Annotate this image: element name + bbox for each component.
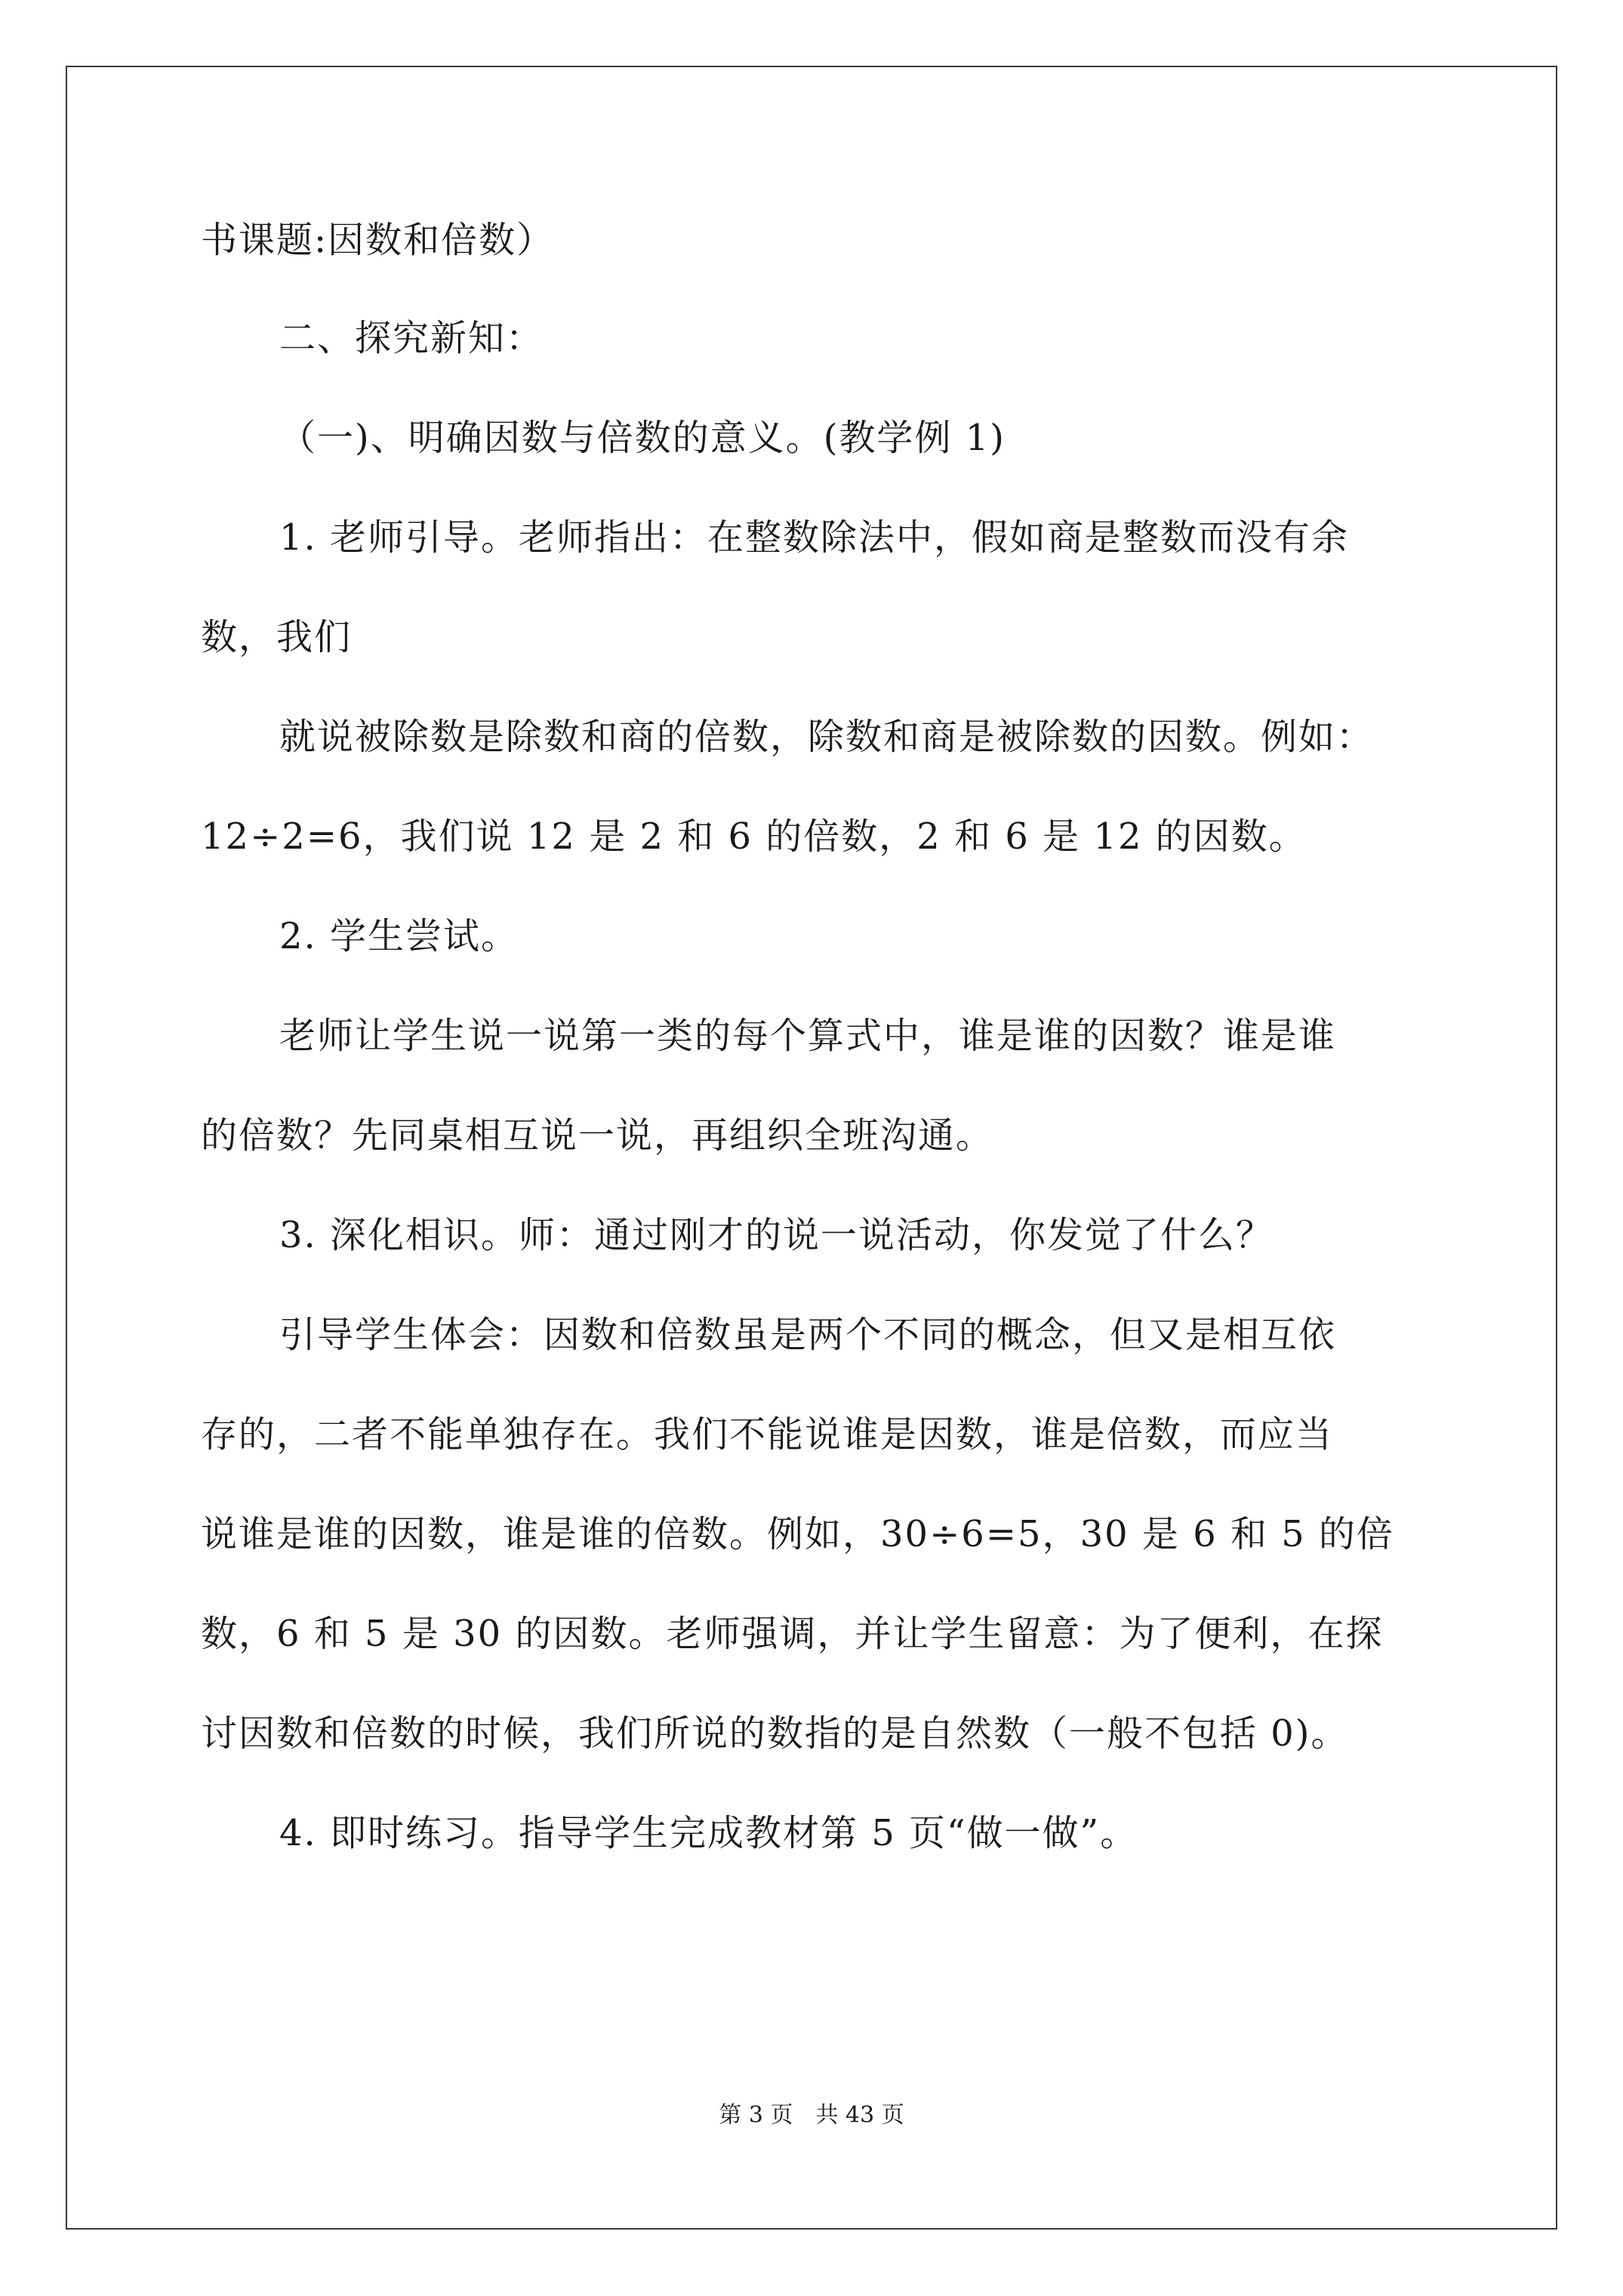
text-line-17: 4. 即时练习。指导学生完成教材第 5 页“做一做”。 (279, 1812, 1138, 1854)
text-line-2: 二、探究新知： (279, 317, 544, 359)
text-line-12: 引导学生体会：因数和倍数虽是两个不同的概念，但又是相互依 (279, 1314, 1337, 1356)
page-number-footer: 第 3 页 共 43 页 (719, 2102, 904, 2128)
text-line-15: 数，6 和 5 是 30 的因数。老师强调，并让学生留意：为了便利，在探 (201, 1613, 1384, 1655)
text-line-16: 讨因数和倍数的时候，我们所说的数指的是自然数（一般不包括 0)。 (201, 1712, 1349, 1755)
text-line-7: 12÷2=6，我们说 12 是 2 和 6 的倍数，2 和 6 是 12 的因数。 (201, 815, 1307, 858)
text-line-11: 3. 深化相识。师：通过刚才的说一说活动，你发觉了什么？ (279, 1214, 1274, 1256)
text-line-14: 说谁是谁的因数，谁是谁的倍数。例如，30÷6=5，30 是 6 和 5 的倍 (201, 1513, 1395, 1555)
text-line-1: 书课题:因数和倍数） (201, 219, 555, 261)
text-line-3: （一)、明确因数与倍数的意义。(教学例 1) (279, 417, 1006, 459)
text-line-8: 2. 学生尝试。 (279, 915, 519, 957)
text-line-4: 1. 老师引导。老师指出：在整数除法中，假如商是整数而没有余 (279, 516, 1350, 559)
text-line-5: 数，我们 (201, 616, 353, 658)
text-line-10: 的倍数？先同桌相互说一说，再组织全班沟通。 (201, 1114, 994, 1157)
text-line-6: 就说被除数是除数和商的倍数，除数和商是被除数的因数。例如： (279, 716, 1375, 758)
text-line-13: 存的，二者不能单独存在。我们不能说谁是因数，谁是倍数，而应当 (201, 1413, 1334, 1456)
text-line-9: 老师让学生说一说第一类的每个算式中，谁是谁的因数？谁是谁 (279, 1015, 1337, 1057)
